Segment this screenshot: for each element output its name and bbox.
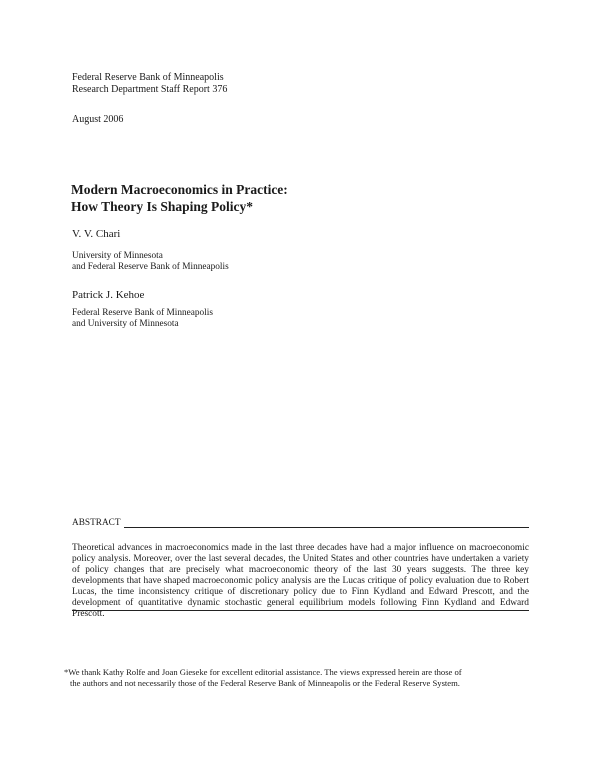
author-affiliation-1 xyxy=(72,251,229,273)
abstract-top-rule xyxy=(124,519,529,528)
author-name-1: V. V. Chari xyxy=(72,228,121,240)
abstract-text: Theoretical advances in macroeconomics made in the last three decades have had a major influence on macroeconomic policy analysis. Moreover, over the last several decades, the United States and other countries have undertaken a variety of policy changes that are precisely what macroeconomic theory of the last 30 years suggests. The three key developments that have shaped macroeconomic policy analysis are the Lucas critique of policy evaluation due to Robert Lucas, the time inconsistency critique of discretionary policy due to Finn Kydland and Edward Prescott, and the development of quantitative dynamic stochastic general equilibrium models following Finn Kydland and Edward Prescott. xyxy=(72,543,529,619)
affiliation-line: and Federal Reserve Bank of Minneapolis xyxy=(72,262,229,272)
author-name-2: Patrick J. Kehoe xyxy=(72,289,145,301)
abstract-bottom-rule xyxy=(72,610,529,611)
footnote-line-1: *We thank Kathy Rolfe and Joan Gieseke for excellent editorial assistance. The views expressed herein are those of xyxy=(64,667,462,677)
author-affiliation-2 xyxy=(72,308,213,330)
footnote-line-2: the authors and not necessarily those of the Federal Reserve Bank of Minneapolis or the Federal Reserve System. xyxy=(70,678,460,688)
paper-title xyxy=(71,181,288,215)
affiliation-line: Federal Reserve Bank of Minneapolis xyxy=(72,308,213,318)
report-header xyxy=(72,72,227,96)
institution-name: Federal Reserve Bank of Minneapolis xyxy=(72,72,224,83)
affiliation-line: University of Minnesota xyxy=(72,251,163,261)
report-date: August 2006 xyxy=(72,114,124,125)
affiliation-line: and University of Minnesota xyxy=(72,319,179,329)
footnote xyxy=(64,667,538,689)
abstract-heading: ABSTRACT xyxy=(72,518,121,528)
report-number: Research Department Staff Report 376 xyxy=(72,84,228,95)
title-line-2: How Theory Is Shaping Policy* xyxy=(71,199,254,214)
abstract-heading-row xyxy=(72,518,529,528)
title-line-1: Modern Macroeconomics in Practice: xyxy=(71,182,288,197)
